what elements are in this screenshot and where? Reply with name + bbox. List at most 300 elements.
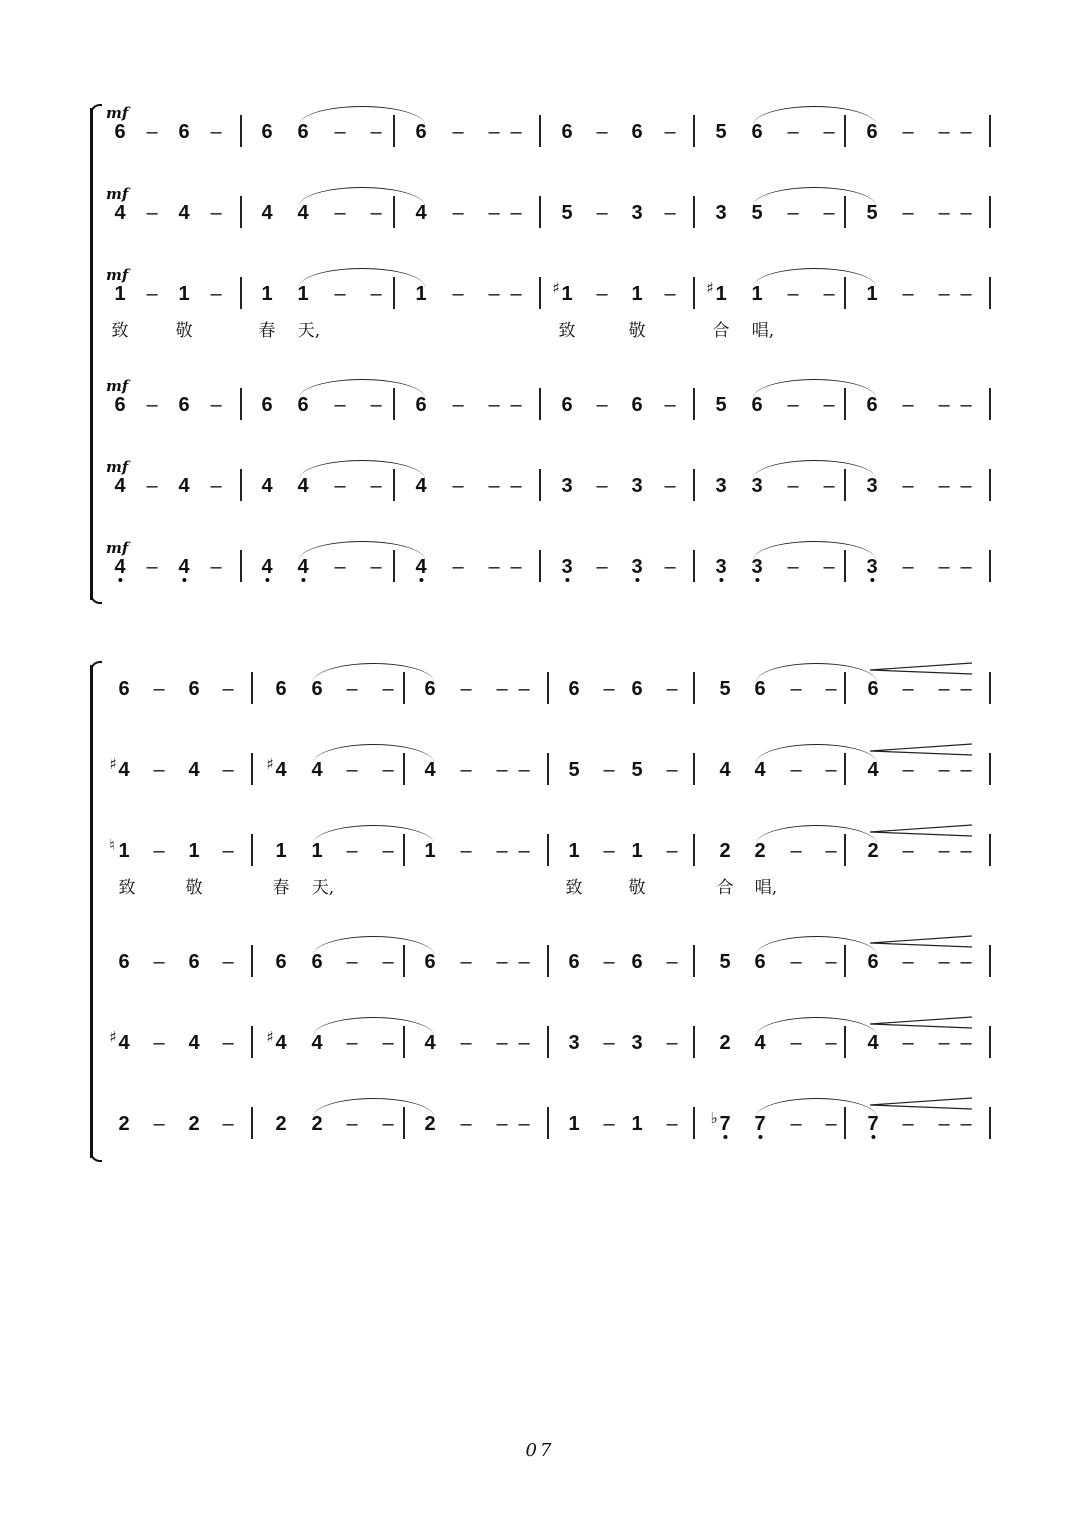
note-number: 1 bbox=[631, 840, 643, 862]
barline bbox=[989, 550, 991, 582]
tie-slur bbox=[753, 379, 876, 398]
barline bbox=[240, 115, 242, 147]
duration-dash: – bbox=[960, 283, 972, 305]
note bbox=[261, 393, 272, 417]
accidental-sign: ♭ bbox=[710, 1109, 718, 1127]
duration-dash: – bbox=[790, 678, 802, 700]
duration-dash: – bbox=[790, 1113, 802, 1135]
crescendo-hairpin bbox=[870, 934, 972, 948]
note-number: 4 bbox=[275, 759, 287, 781]
duration-dash: – bbox=[146, 121, 158, 143]
crescendo-hairpin bbox=[870, 742, 972, 756]
note-number: 4 bbox=[415, 475, 427, 497]
barline bbox=[547, 945, 549, 977]
note-number: 6 bbox=[751, 121, 763, 143]
crescendo-hairpin bbox=[870, 1015, 972, 1029]
duration-dash: – bbox=[510, 202, 522, 224]
duration-dash: – bbox=[902, 556, 914, 578]
duration-dash: – bbox=[382, 951, 394, 973]
note-number: 3 bbox=[561, 556, 573, 578]
note bbox=[631, 201, 642, 225]
low-octave-dot bbox=[755, 578, 759, 582]
note-number: 6 bbox=[261, 121, 273, 143]
lyric-syllable: 敬 bbox=[628, 321, 646, 341]
note-number: 6 bbox=[178, 121, 190, 143]
note-number: 3 bbox=[715, 475, 727, 497]
crescendo-hairpin bbox=[870, 1096, 972, 1110]
tie-slur bbox=[313, 936, 434, 955]
note bbox=[114, 201, 125, 225]
note-number: 4 bbox=[188, 1032, 200, 1054]
duration-dash: – bbox=[902, 1032, 914, 1054]
duration-dash: – bbox=[938, 121, 950, 143]
lyric-syllable: 唱, bbox=[751, 321, 775, 341]
note-number: 6 bbox=[311, 678, 323, 700]
duration-dash: – bbox=[938, 1032, 950, 1054]
note-number: 6 bbox=[754, 951, 766, 973]
note-number: 1 bbox=[568, 1113, 580, 1135]
note-number: 3 bbox=[631, 475, 643, 497]
duration-dash: – bbox=[666, 1113, 678, 1135]
duration-dash: – bbox=[938, 202, 950, 224]
dynamic-marking: mf bbox=[106, 539, 129, 557]
duration-dash: – bbox=[460, 840, 472, 862]
note-number: 5 bbox=[561, 202, 573, 224]
staff-part-4 bbox=[0, 950, 1080, 1000]
staff-part-1 bbox=[0, 104, 1080, 170]
note-number: 1 bbox=[631, 1113, 643, 1135]
note-number: 3 bbox=[568, 1032, 580, 1054]
staff-part-6 bbox=[0, 539, 1080, 605]
duration-dash: – bbox=[938, 1113, 950, 1135]
note-number: 2 bbox=[867, 840, 879, 862]
note-number: 2 bbox=[719, 840, 731, 862]
tie-slur bbox=[756, 663, 877, 682]
note bbox=[114, 393, 125, 417]
note-number: 3 bbox=[715, 556, 727, 578]
note-number: 5 bbox=[719, 678, 731, 700]
note-number: 3 bbox=[866, 475, 878, 497]
note-number: 6 bbox=[261, 394, 273, 416]
note-number: 4 bbox=[261, 202, 273, 224]
duration-dash: – bbox=[370, 283, 382, 305]
lyric-syllable: 敬 bbox=[185, 878, 203, 898]
note bbox=[275, 839, 286, 863]
duration-dash: – bbox=[938, 475, 950, 497]
barline bbox=[989, 672, 991, 704]
note-number: 5 bbox=[751, 202, 763, 224]
barline bbox=[693, 834, 695, 866]
barline bbox=[989, 753, 991, 785]
note bbox=[275, 677, 286, 701]
note-number: 7 bbox=[719, 1113, 731, 1135]
barline bbox=[989, 388, 991, 420]
note-number: 3 bbox=[715, 202, 727, 224]
duration-dash: – bbox=[496, 840, 508, 862]
note-number: 6 bbox=[867, 951, 879, 973]
duration-dash: – bbox=[518, 840, 530, 862]
note bbox=[719, 839, 730, 863]
duration-dash: – bbox=[346, 840, 358, 862]
tie-slur bbox=[313, 744, 434, 763]
tie-slur bbox=[756, 825, 877, 844]
low-octave-dot bbox=[870, 578, 874, 582]
barline bbox=[539, 469, 541, 501]
note-number: 6 bbox=[631, 394, 643, 416]
duration-dash: – bbox=[346, 759, 358, 781]
note bbox=[561, 555, 572, 579]
note bbox=[631, 758, 642, 782]
note bbox=[261, 474, 272, 498]
note-number: 1 bbox=[415, 283, 427, 305]
note bbox=[561, 474, 572, 498]
duration-dash: – bbox=[510, 121, 522, 143]
tie-slur bbox=[299, 106, 425, 125]
duration-dash: – bbox=[146, 394, 158, 416]
low-octave-dot bbox=[723, 1135, 727, 1139]
duration-dash: – bbox=[902, 678, 914, 700]
note-number: 6 bbox=[178, 394, 190, 416]
duration-dash: – bbox=[452, 121, 464, 143]
duration-dash: – bbox=[664, 121, 676, 143]
note-number: 3 bbox=[561, 475, 573, 497]
note-number: 1 bbox=[261, 283, 273, 305]
tie-slur bbox=[753, 541, 876, 560]
duration-dash: – bbox=[153, 951, 165, 973]
duration-dash: – bbox=[666, 951, 678, 973]
note bbox=[275, 1112, 286, 1136]
duration-dash: – bbox=[960, 475, 972, 497]
duration-dash: – bbox=[452, 475, 464, 497]
lyric-syllable: 敬 bbox=[628, 878, 646, 898]
note-number: 4 bbox=[118, 1032, 130, 1054]
lyric-syllable: 天, bbox=[311, 878, 335, 898]
note bbox=[178, 474, 189, 498]
duration-dash: – bbox=[222, 840, 234, 862]
low-octave-dot bbox=[301, 578, 305, 582]
duration-dash: – bbox=[210, 283, 222, 305]
note-number: 4 bbox=[118, 759, 130, 781]
duration-dash: – bbox=[488, 556, 500, 578]
duration-dash: – bbox=[790, 1032, 802, 1054]
bracket-line bbox=[90, 665, 93, 1158]
note bbox=[275, 950, 286, 974]
low-octave-dot bbox=[565, 578, 569, 582]
duration-dash: – bbox=[382, 759, 394, 781]
duration-dash: – bbox=[596, 202, 608, 224]
lyric-syllable: 致 bbox=[558, 321, 576, 341]
duration-dash: – bbox=[938, 951, 950, 973]
system-bracket bbox=[86, 108, 100, 600]
duration-dash: – bbox=[370, 475, 382, 497]
duration-dash: – bbox=[790, 840, 802, 862]
note-number: 6 bbox=[568, 678, 580, 700]
accidental-sign: ♮ bbox=[109, 836, 115, 854]
note-number: 4 bbox=[867, 759, 879, 781]
note-number: 6 bbox=[415, 121, 427, 143]
duration-dash: – bbox=[460, 951, 472, 973]
note-number: 2 bbox=[754, 840, 766, 862]
duration-dash: – bbox=[370, 202, 382, 224]
duration-dash: – bbox=[902, 951, 914, 973]
note-number: 4 bbox=[415, 202, 427, 224]
duration-dash: – bbox=[902, 475, 914, 497]
low-octave-dot bbox=[118, 578, 122, 582]
lyric-syllable: 致 bbox=[111, 321, 129, 341]
barline bbox=[240, 388, 242, 420]
duration-dash: – bbox=[960, 840, 972, 862]
dynamic-marking: mf bbox=[106, 104, 129, 122]
note-number: 6 bbox=[297, 121, 309, 143]
note-number: 1 bbox=[751, 283, 763, 305]
barline bbox=[989, 1107, 991, 1139]
duration-dash: – bbox=[902, 121, 914, 143]
note-number: 7 bbox=[867, 1113, 879, 1135]
note bbox=[715, 474, 726, 498]
note-number: 4 bbox=[415, 556, 427, 578]
lyric-syllable: 天, bbox=[297, 321, 321, 341]
barline bbox=[693, 115, 695, 147]
crescendo-hairpin bbox=[870, 823, 972, 837]
tie-slur bbox=[299, 187, 425, 206]
tie-slur bbox=[313, 663, 434, 682]
note bbox=[178, 393, 189, 417]
duration-dash: – bbox=[960, 678, 972, 700]
accidental-sign: ♯ bbox=[109, 1028, 117, 1046]
duration-dash: – bbox=[334, 121, 346, 143]
duration-dash: – bbox=[370, 556, 382, 578]
duration-dash: – bbox=[596, 556, 608, 578]
duration-dash: – bbox=[825, 1113, 837, 1135]
note bbox=[561, 120, 572, 144]
duration-dash: – bbox=[346, 678, 358, 700]
note-number: 6 bbox=[311, 951, 323, 973]
bracket-top-hook bbox=[90, 104, 102, 116]
duration-dash: – bbox=[210, 202, 222, 224]
duration-dash: – bbox=[960, 1032, 972, 1054]
barline bbox=[693, 388, 695, 420]
duration-dash: – bbox=[346, 951, 358, 973]
note-number: 4 bbox=[424, 759, 436, 781]
note-number: 1 bbox=[275, 840, 287, 862]
duration-dash: – bbox=[960, 121, 972, 143]
note bbox=[719, 950, 730, 974]
note bbox=[706, 279, 727, 306]
barline bbox=[547, 834, 549, 866]
note bbox=[188, 950, 199, 974]
barline bbox=[547, 672, 549, 704]
duration-dash: – bbox=[460, 759, 472, 781]
tie-slur bbox=[313, 825, 434, 844]
duration-dash: – bbox=[787, 202, 799, 224]
note-number: 6 bbox=[751, 394, 763, 416]
duration-dash: – bbox=[496, 1113, 508, 1135]
note-number: 6 bbox=[114, 121, 126, 143]
duration-dash: – bbox=[210, 475, 222, 497]
barline bbox=[539, 388, 541, 420]
note-number: 6 bbox=[424, 951, 436, 973]
staff-part-4 bbox=[0, 377, 1080, 443]
note bbox=[561, 393, 572, 417]
note bbox=[114, 474, 125, 498]
note-number: 4 bbox=[297, 556, 309, 578]
note bbox=[568, 1112, 579, 1136]
note-number: 1 bbox=[631, 283, 643, 305]
bracket-top-hook bbox=[90, 661, 102, 673]
note bbox=[178, 201, 189, 225]
low-octave-dot bbox=[758, 1135, 762, 1139]
duration-dash: – bbox=[370, 121, 382, 143]
duration-dash: – bbox=[496, 1032, 508, 1054]
duration-dash: – bbox=[603, 1113, 615, 1135]
staff-part-1 bbox=[0, 677, 1080, 727]
note bbox=[188, 677, 199, 701]
duration-dash: – bbox=[518, 678, 530, 700]
duration-dash: – bbox=[823, 283, 835, 305]
barline bbox=[251, 1026, 253, 1058]
duration-dash: – bbox=[452, 283, 464, 305]
duration-dash: – bbox=[603, 1032, 615, 1054]
note bbox=[261, 282, 272, 306]
duration-dash: – bbox=[488, 475, 500, 497]
barline bbox=[693, 550, 695, 582]
barline bbox=[989, 945, 991, 977]
duration-dash: – bbox=[938, 678, 950, 700]
duration-dash: – bbox=[334, 283, 346, 305]
note-number: 5 bbox=[568, 759, 580, 781]
tie-slur bbox=[756, 1017, 877, 1036]
barline bbox=[539, 115, 541, 147]
note-number: 1 bbox=[424, 840, 436, 862]
duration-dash: – bbox=[488, 202, 500, 224]
duration-dash: – bbox=[902, 394, 914, 416]
duration-dash: – bbox=[460, 678, 472, 700]
duration-dash: – bbox=[938, 759, 950, 781]
duration-dash: – bbox=[382, 1032, 394, 1054]
duration-dash: – bbox=[334, 202, 346, 224]
note bbox=[261, 201, 272, 225]
duration-dash: – bbox=[510, 475, 522, 497]
duration-dash: – bbox=[664, 202, 676, 224]
note bbox=[631, 120, 642, 144]
note bbox=[715, 201, 726, 225]
note bbox=[266, 755, 287, 782]
duration-dash: – bbox=[825, 951, 837, 973]
note-number: 2 bbox=[275, 1113, 287, 1135]
duration-dash: – bbox=[787, 475, 799, 497]
duration-dash: – bbox=[787, 283, 799, 305]
duration-dash: – bbox=[452, 394, 464, 416]
note-number: 2 bbox=[118, 1113, 130, 1135]
duration-dash: – bbox=[603, 951, 615, 973]
note-number: 6 bbox=[754, 678, 766, 700]
barline bbox=[989, 834, 991, 866]
note-number: 5 bbox=[719, 951, 731, 973]
duration-dash: – bbox=[518, 759, 530, 781]
system-bracket bbox=[86, 665, 100, 1158]
duration-dash: – bbox=[666, 759, 678, 781]
barline bbox=[693, 1107, 695, 1139]
lyric-syllable: 致 bbox=[118, 878, 136, 898]
note-number: 4 bbox=[275, 1032, 287, 1054]
note-number: 4 bbox=[311, 759, 323, 781]
note-number: 6 bbox=[631, 121, 643, 143]
tie-slur bbox=[756, 936, 877, 955]
note-number: 4 bbox=[297, 475, 309, 497]
note-number: 4 bbox=[261, 475, 273, 497]
staff-part-5 bbox=[0, 458, 1080, 524]
dynamic-marking: mf bbox=[106, 185, 129, 203]
duration-dash: – bbox=[146, 556, 158, 578]
note bbox=[114, 120, 125, 144]
note-number: 6 bbox=[188, 951, 200, 973]
duration-dash: – bbox=[603, 678, 615, 700]
note-number: 6 bbox=[188, 678, 200, 700]
note-number: 1 bbox=[311, 840, 323, 862]
note-number: 1 bbox=[568, 840, 580, 862]
note-number: 6 bbox=[297, 394, 309, 416]
barline bbox=[693, 469, 695, 501]
barline bbox=[989, 469, 991, 501]
lyric-syllable: 唱, bbox=[754, 878, 778, 898]
duration-dash: – bbox=[222, 1113, 234, 1135]
duration-dash: – bbox=[790, 759, 802, 781]
tie-slur bbox=[299, 460, 425, 479]
duration-dash: – bbox=[496, 951, 508, 973]
barline bbox=[989, 277, 991, 309]
note-number: 4 bbox=[424, 1032, 436, 1054]
tie-slur bbox=[299, 379, 425, 398]
duration-dash: – bbox=[664, 394, 676, 416]
note-number: 4 bbox=[719, 759, 731, 781]
duration-dash: – bbox=[382, 840, 394, 862]
note bbox=[188, 839, 199, 863]
duration-dash: – bbox=[334, 556, 346, 578]
note-number: 6 bbox=[568, 951, 580, 973]
duration-dash: – bbox=[664, 556, 676, 578]
duration-dash: – bbox=[496, 678, 508, 700]
note bbox=[631, 555, 642, 579]
note bbox=[719, 677, 730, 701]
note-number: 6 bbox=[561, 394, 573, 416]
barline bbox=[547, 1026, 549, 1058]
note bbox=[631, 677, 642, 701]
note bbox=[715, 120, 726, 144]
duration-dash: – bbox=[902, 283, 914, 305]
accidental-sign: ♯ bbox=[109, 755, 117, 773]
page-number: 07 bbox=[525, 1440, 555, 1461]
note bbox=[561, 201, 572, 225]
barline bbox=[251, 753, 253, 785]
note bbox=[568, 758, 579, 782]
staff-part-6 bbox=[0, 1109, 1080, 1162]
note-number: 4 bbox=[754, 759, 766, 781]
duration-dash: – bbox=[596, 475, 608, 497]
note-number: 1 bbox=[297, 283, 309, 305]
staff-part-3 bbox=[0, 836, 1080, 898]
note bbox=[114, 282, 125, 306]
duration-dash: – bbox=[382, 1113, 394, 1135]
note bbox=[719, 758, 730, 782]
duration-dash: – bbox=[146, 283, 158, 305]
note bbox=[631, 393, 642, 417]
note bbox=[118, 950, 129, 974]
duration-dash: – bbox=[222, 951, 234, 973]
duration-dash: – bbox=[146, 475, 158, 497]
duration-dash: – bbox=[960, 1113, 972, 1135]
dynamic-marking: mf bbox=[106, 377, 129, 395]
note bbox=[114, 555, 125, 579]
